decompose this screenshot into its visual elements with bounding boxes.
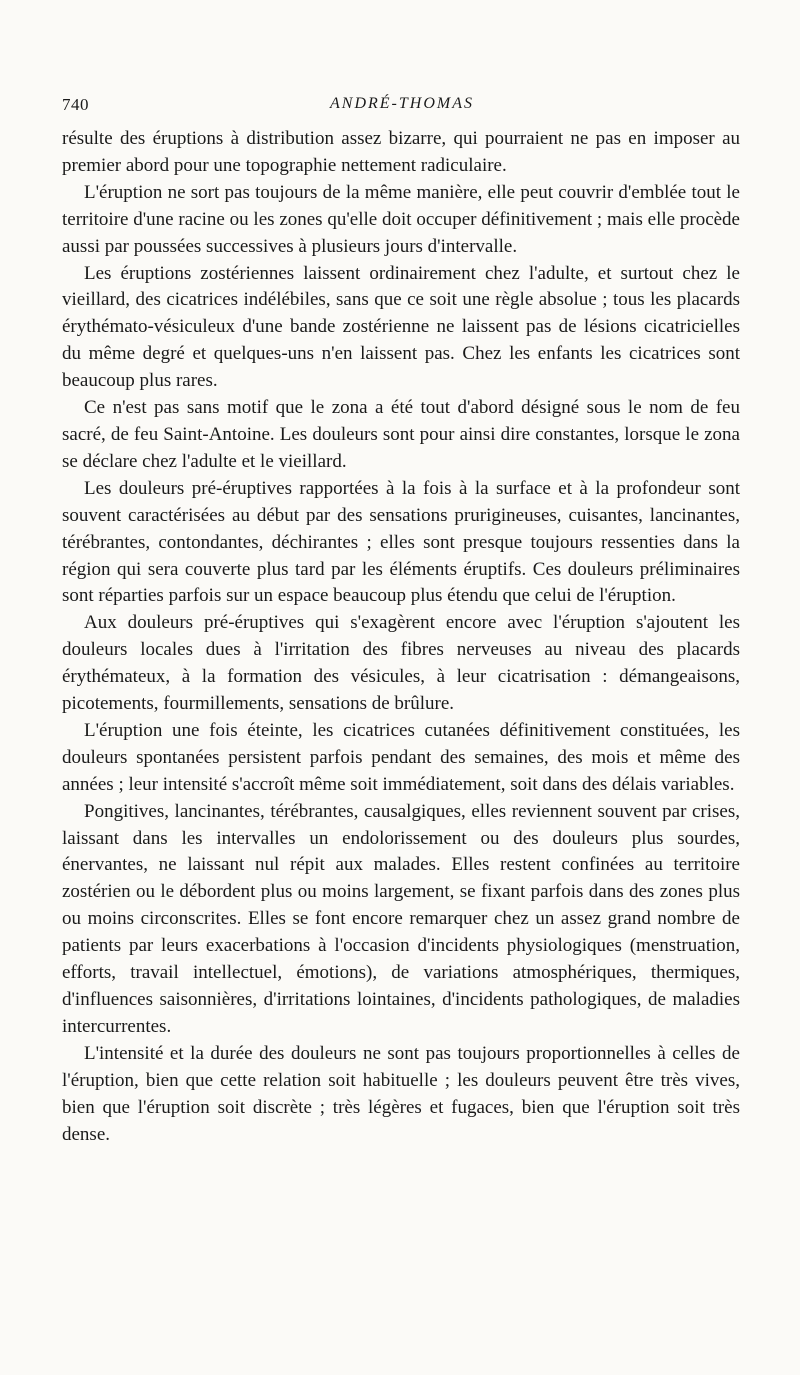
paragraph: L'intensité et la durée des douleurs ne sont pas toujours proportionnelles à celles de l'éruption, bien que cette relation soit habituelle ; les douleurs peuvent être très vives, bien que l'éruption soit discrète ; très légères et fugaces, bien que l'éruption soit très dense. xyxy=(62,1042,740,1145)
paragraph: L'éruption ne sort pas toujours de la même manière, elle peut couvrir d'emblée tout le territoire d'une racine ou les zones qu'elle doit occuper définitivement ; mais elle procède aussi par poussées successives à plusieurs jours d'intervalle. xyxy=(62,181,740,257)
paragraph: Les douleurs pré-éruptives rapportées à la fois à la surface et à la profondeur sont souvent caractérisées au début par des sensations prurigineuses, cuisantes, lancinantes, térébrantes, contondantes, déchirantes ; elles sont presque toujours ressenties dans la région qui sera couverte plus tard par les éléments éruptifs. Ces douleurs préliminaires sont réparties parfois sur un espace beaucoup plus étendu que celui de l'éruption. xyxy=(62,477,740,607)
paragraph: Pongitives, lancinantes, térébrantes, causalgiques, elles reviennent souvent par crises, laissant dans les intervalles un endolorissement ou des douleurs plus sourdes, énervantes, ne laissant nul répit aux malades. Elles restent confinées au territoire zostérien ou le débordent plus ou moins largement, se fixant parfois dans des zones plus ou moins circonscrites. Elles se font encore remarquer chez un assez grand nombre de patients par leurs exacerbations à l'occasion d'incidents physiologiques (menstruation, efforts, travail intellectuel, émotions), de variations atmosphériques, thermiques, d'influences saisonnières, d'irritations lointaines, d'incidents pathologiques, de maladies intercurrentes. xyxy=(62,800,740,1037)
paragraph: Ce n'est pas sans motif que le zona a été tout d'abord désigné sous le nom de feu sacré, de feu Saint-Antoine. Les douleurs sont pour ainsi dire constantes, lorsque le zona se déclare chez l'adulte et le vieillard. xyxy=(62,397,740,472)
paragraph: Les éruptions zostériennes laissent ordinairement chez l'adulte, et surtout chez le vieillard, des cicatrices indélébiles, sans que ce soit une règle absolue ; tous les placards érythémato-vésiculeux d'une bande zostérienne ne laissent pas de lésions cicatricielles du même degré et quelques-uns n'en laissent pas. Chez les enfants les cicatrices sont beaucoup plus rares. xyxy=(62,262,740,392)
paragraph: Aux douleurs pré-éruptives qui s'exagèrent encore avec l'éruption s'ajoutent les douleurs locales dues à l'irritation des fibres nerveuses au niveau des placards érythémateux, à la formation des vésicules, à leur cicatrisation : démangeaisons, picotements, fourmillements, sensations de brûlure. xyxy=(62,612,740,715)
paragraph: L'éruption une fois éteinte, les cicatrices cutanées définitivement constituées, les douleurs spontanées persistent parfois pendant des semaines, des mois et même des années ; leur intensité s'accroît même soit immédiatement, soit dans des délais variables. xyxy=(62,719,740,795)
paragraph: résulte des éruptions à distribution assez bizarre, qui pourraient ne pas en imposer au premier abord pour une topographie nettement radiculaire. xyxy=(62,128,740,176)
running-head xyxy=(62,95,742,119)
body-text xyxy=(62,126,740,1148)
page-number: 740 xyxy=(62,95,89,114)
running-head-author: ANDRÉ-THOMAS xyxy=(330,95,474,112)
